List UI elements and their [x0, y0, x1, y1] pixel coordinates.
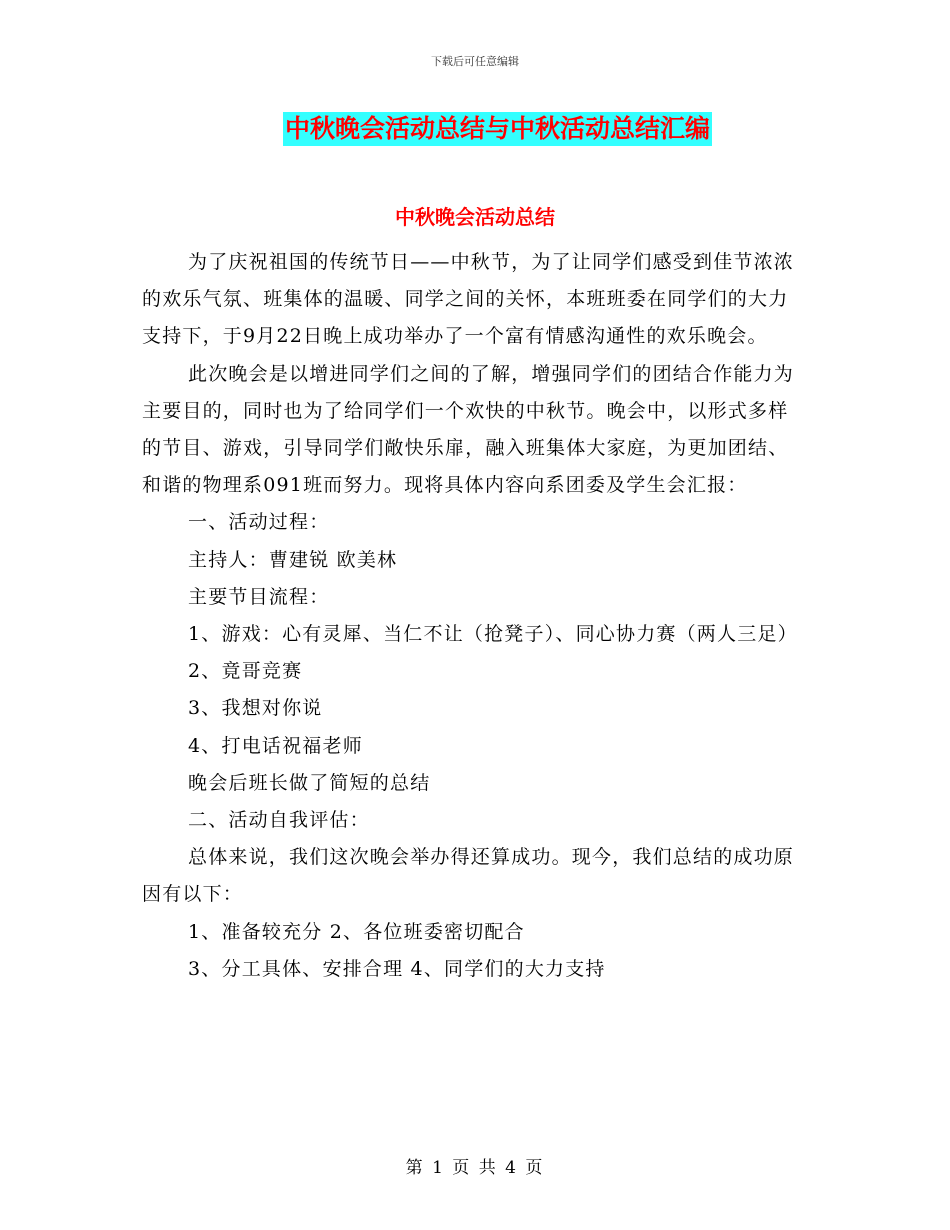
document-title-container [0, 112, 950, 146]
page-header-note: 下载后可任意编辑 [431, 55, 519, 68]
list-item-call-teacher: 4、打电话祝福老师 [188, 734, 363, 757]
list-item-contest: 2、竟哥竞赛 [188, 660, 303, 683]
page-number-footer: 第 1 页 共 4 页 [405, 1158, 545, 1178]
document-title: 中秋晚会活动总结与中秋活动总结汇编 [283, 112, 712, 146]
heading-self-evaluation: 二、活动自我评估： [188, 809, 370, 832]
paragraph-overall: 总体来说，我们这次晚会举办得还算成功。现今，我们总结的成功原因有以下： [142, 846, 795, 906]
heading-activity-process: 一、活动过程： [188, 511, 330, 534]
paragraph-intro: 为了庆祝祖国的传统节日——中秋节，为了让同学们感受到佳节浓浓的欢乐气氛、班集体的温暖、同学之间的关怀，本班班委在同学们的大力支持下，于9月22日晚上成功举办了一个富有情感沟通性的欢乐晚会。 [142, 251, 795, 348]
paragraph-monitor-summary: 晚会后班长做了简短的总结 [188, 771, 431, 794]
list-item-want-to-say: 3、我想对你说 [188, 697, 323, 720]
section-title: 中秋晚会活动总结 [395, 205, 555, 229]
document-body [142, 244, 808, 988]
paragraph-purpose: 此次晚会是以增进同学们之间的了解，增强同学们的团结合作能力为主要目的，同时也为了给同学们一个欢快的中秋节。晚会中，以形式多样的节目、游戏，引导同学们敞快乐扉，融入班集体大家庭，为更加团结、和谐的物理系091班而努力。现将具体内容向系团委及学生会汇报： [142, 362, 795, 497]
list-item-reasons-2: 3、分工具体、安排合理 4、同学们的大力支持 [188, 957, 606, 980]
list-item-reasons-1: 1、准备较充分 2、各位班委密切配合 [188, 920, 525, 943]
paragraph-hosts: 主持人：曹建锐 欧美林 [188, 548, 398, 571]
list-item-games: 1、游戏：心有灵犀、当仁不让（抢凳子）、同心协力赛（两人三足） [188, 623, 798, 646]
paragraph-program-flow: 主要节目流程： [188, 585, 330, 608]
